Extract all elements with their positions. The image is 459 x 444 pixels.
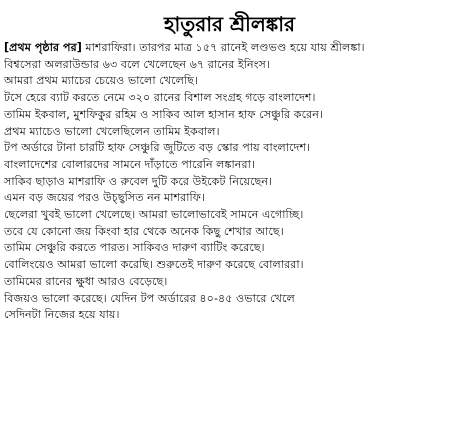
continuation-marker: [প্রথম পৃষ্ঠার পর]: [4, 41, 82, 54]
article-body: [4, 40, 455, 440]
top-strip: [0, 0, 459, 10]
article-line: প্রথম ম্যাচেও ভালো খেলেছিলেন তামিম ইকবাল।: [4, 124, 220, 138]
article-line: বাংলাদেশের বোলারদের সামনে দাঁড়াতে পারেনি লঙ্কানরা।: [4, 157, 255, 171]
article-line: সাকিব ছাড়াও মাশরাফি ও রুবেল দুটি করে উইকেট নিয়েছেন।: [4, 174, 273, 188]
article-line: তামিমের রানের ক্ষুধা আরও বেড়েছে।: [4, 274, 168, 288]
article-line: [4, 40, 455, 57]
article-line-text: মাশরাফিরা। তারপর মাত্র ১৫৭ রানেই লণ্ডভণ্ড হয়ে যায় শ্রীলঙ্কা।: [85, 41, 365, 54]
article-line: এমন বড় জয়ের পরও উচ্ছ্বসিত নন মাশরাফি।: [4, 191, 205, 205]
article-line: তামিম সেঞ্চুরি করতে পারত। সাকিবও দারুণ ব্যাটিং করেছে।: [4, 241, 265, 255]
headline: হাতুরার শ্রীলঙ্কার: [163, 12, 296, 36]
article-line: তামিম ইকবাল, মুশফিকুর রহিম ও সাকিব আল হাসান হাফ সেঞ্চুরি করেন।: [4, 107, 323, 121]
article-line: বিশ্বসেরা অলরাউন্ডার ৬৩ বলে খেলেছেন ৬৭ রানের ইনিংস।: [4, 57, 270, 71]
article-line: বিজয়ও ভালো করেছে। যেদিন টপ অর্ডারের ৪০-৪৫ ওভারে খেলে: [4, 291, 295, 305]
article-line: ছেলেরা খুবই ভালো খেলেছে। আমরা ভালোভাবেই সামনে এগোচ্ছি।: [4, 208, 304, 222]
article-line: বোলিংয়েও আমরা ভালো করেছি। শুরুতেই দারুণ করেছে বোলাররা।: [4, 258, 304, 272]
article-line: সেদিনটা নিজের হয়ে যায়।: [4, 308, 120, 322]
article-line: তবে যে কোনো জয় কিংবা হার থেকে অনেক কিছু শেখার আছে।: [4, 224, 284, 238]
article-line: আমরা প্রথম ম্যাচের চেয়েও ভালো খেলেছি।: [4, 74, 198, 88]
article-line: টপ অর্ডারে টানা চারটি হাফ সেঞ্চুরি জুটিতে বড় স্কোর পায় বাংলাদেশ।: [4, 141, 311, 155]
article-line: টসে হেরে ব্যাট করতে নেমে ৩২০ রানের বিশাল সংগ্রহ গড়ে বাংলাদেশ।: [4, 91, 316, 105]
